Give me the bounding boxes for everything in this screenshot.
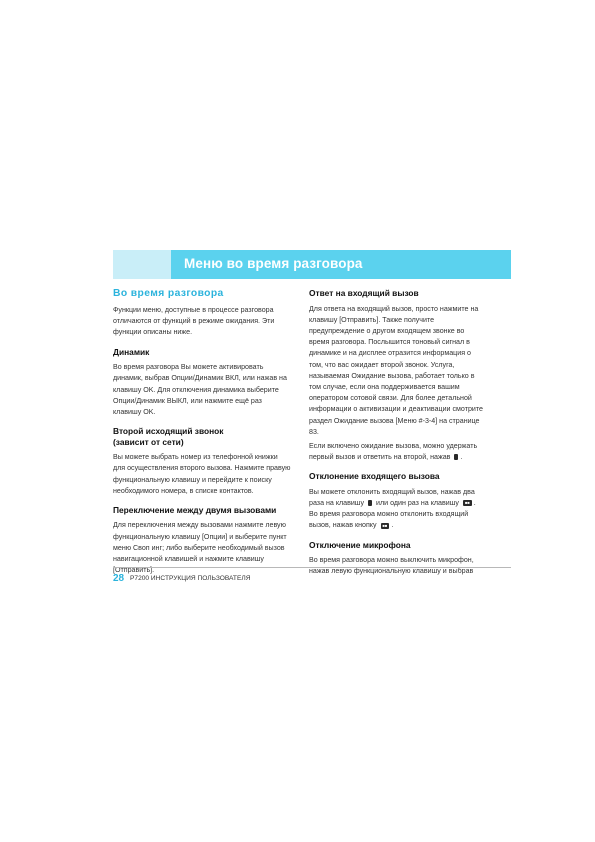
reject-paragraph <box>309 487 486 532</box>
reject-text-2: Во время разговора можно отклонить входящий вызов, нажав кнопку <box>309 510 469 530</box>
switch-paragraph: Для переключения между вызовами нажмите левую функциональную клавишу [Опции] и выберите пункт меню Своп инг; либо выберите необходимый вызов навигационной клавишей и нажмите клавишу [Отправить]. <box>113 521 287 575</box>
second-call-heading <box>113 426 291 447</box>
page-footer <box>113 567 511 584</box>
second-call-heading-line1: Второй исходящий звонок <box>113 426 224 437</box>
answer-paragraph-2-end: . <box>460 453 463 462</box>
reject-text-1-end: . <box>473 499 476 508</box>
mute-heading: Отключение микрофона <box>309 539 411 550</box>
banner-tab <box>113 250 171 279</box>
mute-paragraph: Во время разговора можно выключить микрофон, нажав левую функциональную клавишу и выбрав <box>309 556 474 576</box>
second-call-heading-line2: (зависит от сети) <box>113 436 184 447</box>
left-column <box>113 288 291 584</box>
send-key-icon <box>368 500 372 506</box>
answer-heading: Ответ на входящий вызов <box>309 288 419 298</box>
chapter-title: Меню во время разговора <box>184 256 363 271</box>
footer-text: P7200 ИНСТРУКЦИЯ ПОЛЬЗОВАТЕЛЯ <box>130 575 251 582</box>
answer-paragraph-2-text: Если включено ожидание вызова, можно удержать первый вызов и ответить на второй, нажав <box>309 441 478 462</box>
reject-text-1-mid: или один раз на клавишу <box>376 499 459 508</box>
reject-text-2-end: . <box>391 521 394 530</box>
intro-paragraph: Функции меню, доступные в процессе разговора отличаются от функций в режиме ожидания. Эти функции описаны ниже. <box>113 306 275 337</box>
reject-text-1: Вы можете отклонить входящий вызов, нажав два раза на клавишу <box>309 487 475 508</box>
chapter-banner <box>113 250 511 279</box>
speaker-heading: Динамик <box>113 346 150 357</box>
answer-paragraph-2 <box>309 441 486 463</box>
send-key-icon <box>454 454 458 460</box>
end-key-icon: ■■ <box>382 522 388 528</box>
answer-paragraph: Для ответа на входящий вызов, просто нажмите на клавишу [Отправить]. Также получите предупреждение о другом входящем звонке во время разговора. Послышится тоновый сигнал в динамике и на дисплее отразится информация о том, что вас ожидает второй звонок. Услуга, называемая Ожидание вызова, работает только в том случае, если она поддерживается вашим оператором сотовой связи. Для более детальной информации о активизации и деактивации смотрите раздел Ожидание вызова [Меню #-3-4] на странице 83. <box>309 304 483 436</box>
end-key-icon: ■■ <box>464 500 470 506</box>
reject-heading: Отклонение входящего вызова <box>309 471 440 482</box>
right-column <box>309 288 486 586</box>
speaker-paragraph: Во время разговора Вы можете активировать динамик, выбрав Опции/Динамик ВКЛ, или нажав на клавишу OK. Для отключения динамика выберите Опции/Динамик ВЫКЛ, или нажмите ещё раз клавишу OK. <box>113 363 287 416</box>
section-title: Во время разговора <box>113 288 224 299</box>
switch-heading: Переключение между двумя вызовами <box>113 504 277 515</box>
second-call-paragraph: Вы можете выбрать номер из телефонной книжки для осуществления второго вызова. Нажмите правую функциональную клавишу и перейдите к поиску необходимого номера, в списке контактов. <box>113 453 291 495</box>
page-number: 28 <box>113 573 125 584</box>
